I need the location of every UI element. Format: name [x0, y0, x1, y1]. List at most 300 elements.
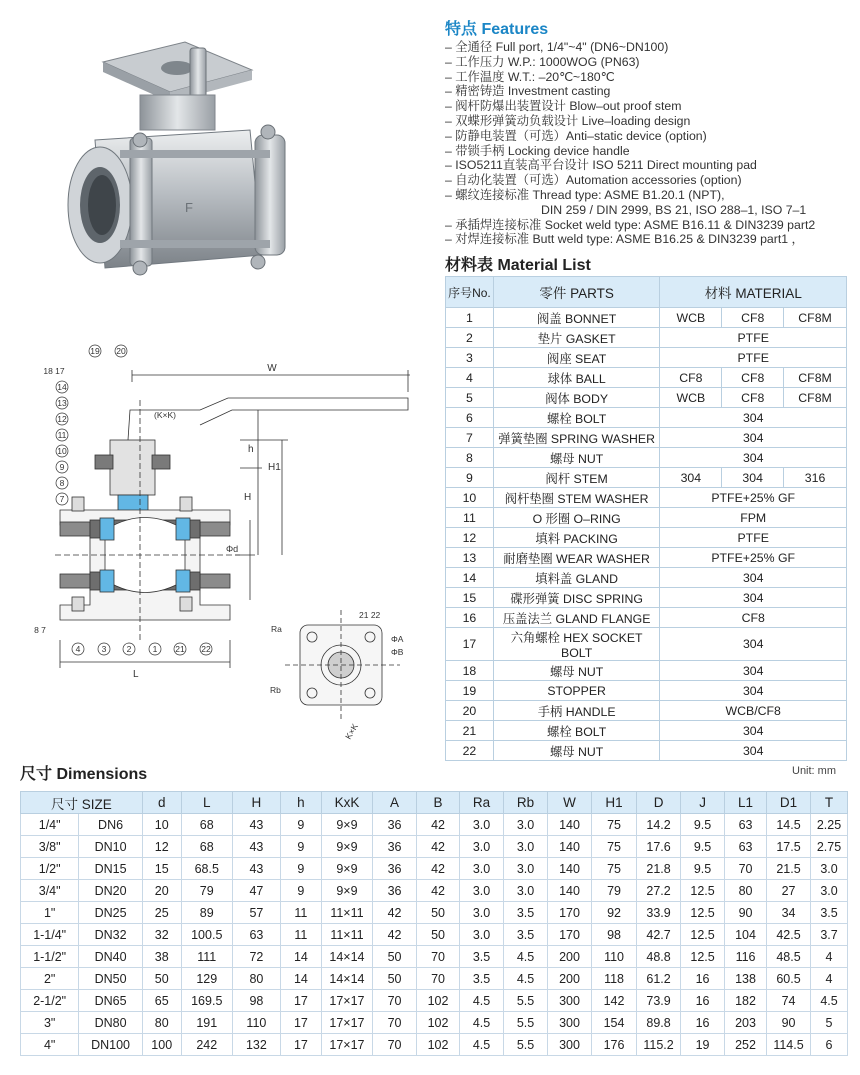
dim-header: B	[417, 792, 460, 814]
material-row	[446, 741, 847, 761]
table-cell: 11	[446, 508, 494, 528]
table-cell: 100.5	[181, 924, 232, 946]
table-cell: 79	[181, 880, 232, 902]
table-cell: 50	[417, 902, 460, 924]
table-cell: 19	[446, 681, 494, 701]
table-cell: 12.5	[681, 902, 725, 924]
material-row	[446, 608, 847, 628]
table-cell: 4.5	[460, 1034, 504, 1056]
table-cell: 65	[142, 990, 181, 1012]
table-cell: 75	[592, 814, 637, 836]
feature-item: – 双蝶形弹簧动负载设计 Live–loading design	[445, 113, 691, 128]
feature-item: – ISO5211直装高平台设计 ISO 5211 Direct mounting pad	[445, 158, 757, 173]
table-cell: DN100	[79, 1034, 142, 1056]
callout-13: 11	[57, 430, 67, 440]
callout-14: 12	[57, 414, 67, 424]
table-cell: 63	[725, 836, 767, 858]
feature-item: – 防静电装置（可选）Anti–static device (option)	[445, 128, 707, 143]
table-cell: 116	[725, 946, 767, 968]
table-cell: 1/4"	[21, 814, 79, 836]
callout-15: 13	[57, 398, 67, 408]
callout-3: 1	[152, 644, 158, 654]
dim-header: d	[142, 792, 181, 814]
table-cell: 3.0	[811, 858, 848, 880]
dim-header: W	[548, 792, 592, 814]
table-cell: DN10	[79, 836, 142, 858]
table-cell: 17×17	[321, 990, 372, 1012]
table-cell: DN20	[79, 880, 142, 902]
table-cell: 102	[417, 1012, 460, 1034]
table-cell: 16	[681, 1012, 725, 1034]
material-row	[446, 721, 847, 741]
feature-item: – 精密铸造 Investment casting	[445, 84, 611, 99]
table-cell: 42	[417, 858, 460, 880]
table-cell: 154	[592, 1012, 637, 1034]
section-drawing	[55, 370, 410, 668]
table-cell: 阀盖 BONNET	[493, 308, 660, 328]
unit-label: Unit: mm	[792, 765, 836, 777]
dim-header: D1	[767, 792, 811, 814]
table-cell: 20	[142, 880, 181, 902]
table-cell: 38	[142, 946, 181, 968]
table-cell: 42	[417, 836, 460, 858]
table-cell: 11	[280, 924, 321, 946]
table-cell: 50	[373, 946, 417, 968]
table-row	[21, 946, 848, 968]
table-cell: 89.8	[637, 1012, 681, 1034]
table-cell: WCB	[660, 388, 722, 408]
table-cell: 170	[548, 924, 592, 946]
table-cell: CF8M	[784, 308, 847, 328]
table-cell: 12	[446, 528, 494, 548]
dimensions-table	[20, 791, 848, 1056]
table-cell: 六角螺栓 HEX SOCKET BOLT	[493, 628, 660, 661]
dim-H1: H1	[268, 462, 281, 473]
table-cell: 9	[280, 836, 321, 858]
table-cell: 72	[232, 946, 280, 968]
header-no: 序号No.	[446, 277, 494, 308]
table-cell: 9	[280, 880, 321, 902]
table-cell: 70	[725, 858, 767, 880]
table-cell: 90	[725, 902, 767, 924]
table-cell: 2"	[21, 968, 79, 990]
dim-header: h	[280, 792, 321, 814]
table-cell: 50	[142, 968, 181, 990]
table-cell: PTFE	[660, 328, 847, 348]
material-list-title: 材料表 Material List	[445, 257, 591, 274]
table-cell: 弹簧垫圈 SPRING WASHER	[493, 428, 660, 448]
table-cell: 304	[660, 468, 722, 488]
material-row	[446, 628, 847, 661]
material-row	[446, 468, 847, 488]
table-cell: 17×17	[321, 1012, 372, 1034]
callout-9: 7	[59, 494, 65, 504]
material-row	[446, 681, 847, 701]
table-cell: 70	[373, 1012, 417, 1034]
table-cell: 3.5	[460, 946, 504, 968]
table-cell: 15	[142, 858, 181, 880]
table-cell: 9.5	[681, 858, 725, 880]
table-cell: 36	[373, 880, 417, 902]
table-cell: 100	[142, 1034, 181, 1056]
table-cell: 140	[548, 858, 592, 880]
table-cell: CF8M	[784, 388, 847, 408]
table-cell: 14.5	[767, 814, 811, 836]
table-cell: 20	[446, 701, 494, 721]
table-cell: 3.0	[504, 814, 548, 836]
table-cell: 42.7	[637, 924, 681, 946]
table-cell: 17.6	[637, 836, 681, 858]
material-row	[446, 568, 847, 588]
table-cell: 73.9	[637, 990, 681, 1012]
valve-photo	[68, 42, 285, 275]
callout-6: 4	[75, 644, 81, 654]
table-cell: 球体 BALL	[493, 368, 660, 388]
table-cell: 9×9	[321, 836, 372, 858]
table-cell: 2.25	[811, 814, 848, 836]
table-cell: 17	[280, 1034, 321, 1056]
dimensions-title: 尺寸 Dimensions	[20, 766, 148, 783]
table-cell: 300	[548, 990, 592, 1012]
header-parts: 零件 PARTS	[493, 277, 660, 308]
table-cell: 16	[446, 608, 494, 628]
table-cell: 13	[446, 548, 494, 568]
table-cell: 3.0	[460, 858, 504, 880]
table-cell: 36	[373, 858, 417, 880]
table-cell: 7	[446, 428, 494, 448]
table-cell: 14×14	[321, 968, 372, 990]
material-row	[446, 661, 847, 681]
table-cell: 压盖法兰 GLAND FLANGE	[493, 608, 660, 628]
table-row	[21, 924, 848, 946]
table-cell: 42	[417, 814, 460, 836]
table-cell: 11	[280, 902, 321, 924]
table-cell: 129	[181, 968, 232, 990]
table-cell: 304	[660, 408, 847, 428]
table-cell: 14	[446, 568, 494, 588]
table-cell: 17×17	[321, 1034, 372, 1056]
table-cell: 3.5	[504, 902, 548, 924]
table-cell: 9×9	[321, 858, 372, 880]
table-row	[21, 990, 848, 1012]
table-cell: 3.0	[504, 858, 548, 880]
dim-H: H	[244, 492, 252, 503]
table-cell: STOPPER	[493, 681, 660, 701]
callout-20: 20	[116, 346, 126, 356]
feature-item: – 承插焊连接标准 Socket weld type: ASME B16.11 & DIN3239 part2	[445, 217, 816, 232]
table-cell: 6	[811, 1034, 848, 1056]
table-cell: 3.5	[460, 968, 504, 990]
table-cell: 140	[548, 836, 592, 858]
feature-item: – 全通径 Full port, 1/4"~4" (DN6~DN100)	[445, 40, 669, 54]
feature-item: – 工作压力 W.P.: 1000WOG (PN63)	[445, 54, 640, 69]
table-cell: 304	[660, 448, 847, 468]
table-cell: 42	[417, 880, 460, 902]
table-cell: 14	[280, 946, 321, 968]
table-cell: FPM	[660, 508, 847, 528]
table-cell: 300	[548, 1034, 592, 1056]
table-cell: 4"	[21, 1034, 79, 1056]
table-cell: 9.5	[681, 814, 725, 836]
table-cell: WCB	[660, 308, 722, 328]
table-cell: 阀体 BODY	[493, 388, 660, 408]
callout-16: 14	[57, 382, 67, 392]
table-cell: 14×14	[321, 946, 372, 968]
table-cell: 3.0	[460, 924, 504, 946]
table-cell: 111	[181, 946, 232, 968]
dim-phiA: ΦA	[391, 634, 404, 644]
table-cell: 75	[592, 836, 637, 858]
table-cell: 304	[660, 721, 847, 741]
table-cell: 1	[446, 308, 494, 328]
material-row	[446, 508, 847, 528]
dim-L: L	[133, 669, 139, 680]
table-cell: CF8	[660, 368, 722, 388]
table-cell: 42	[373, 902, 417, 924]
material-row	[446, 548, 847, 568]
table-cell: 11×11	[321, 902, 372, 924]
dim-W: W	[267, 363, 277, 374]
material-row	[446, 348, 847, 368]
table-cell: 191	[181, 1012, 232, 1034]
table-cell: 17.5	[767, 836, 811, 858]
dim-header: Ra	[460, 792, 504, 814]
table-cell: 9×9	[321, 880, 372, 902]
table-cell: 70	[417, 946, 460, 968]
feature-item: – 螺纹连接标准 Thread type: ASME B1.20.1 (NPT),	[445, 187, 725, 202]
table-cell: 阀杆垫圈 STEM WASHER	[493, 488, 660, 508]
table-cell: 304	[660, 428, 847, 448]
table-cell: 3.7	[811, 924, 848, 946]
table-cell: 3.0	[460, 836, 504, 858]
dim-Ra: Ra	[271, 624, 282, 634]
table-cell: 3/8"	[21, 836, 79, 858]
table-cell: 70	[417, 968, 460, 990]
table-cell: 9	[446, 468, 494, 488]
table-cell: 2	[446, 328, 494, 348]
dim-header: Rb	[504, 792, 548, 814]
material-row	[446, 388, 847, 408]
table-cell: 61.2	[637, 968, 681, 990]
table-cell: 17	[280, 1012, 321, 1034]
table-cell: 3.0	[504, 880, 548, 902]
callout-5: 3	[101, 644, 107, 654]
top-view	[270, 610, 404, 741]
table-cell: 14	[280, 968, 321, 990]
callout-10: 8	[59, 478, 65, 488]
table-cell: 16	[681, 968, 725, 990]
dim-header: KxK	[321, 792, 372, 814]
table-cell: 304	[660, 661, 847, 681]
table-cell: 42	[373, 924, 417, 946]
table-cell: 螺母 NUT	[493, 741, 660, 761]
material-row	[446, 588, 847, 608]
table-cell: 5	[446, 388, 494, 408]
table-cell: 耐磨垫圈 WEAR WASHER	[493, 548, 660, 568]
table-cell: 142	[592, 990, 637, 1012]
table-cell: DN6	[79, 814, 142, 836]
table-cell: 203	[725, 1012, 767, 1034]
table-cell: DN25	[79, 902, 142, 924]
table-cell: PTFE+25% GF	[660, 488, 847, 508]
svg-text:F: F	[185, 200, 193, 215]
table-cell: 阀杆 STEM	[493, 468, 660, 488]
table-cell: 304	[722, 468, 784, 488]
material-row	[446, 428, 847, 448]
table-cell: 48.5	[767, 946, 811, 968]
feature-item: DIN 259 / DIN 2999, BS 21, ISO 288–1, ISO 7–1	[541, 202, 807, 217]
dim-header: H1	[592, 792, 637, 814]
table-cell: PTFE	[660, 348, 847, 368]
table-cell: 21.5	[767, 858, 811, 880]
table-cell: 102	[417, 990, 460, 1012]
table-row	[21, 902, 848, 924]
table-cell: 2-1/2"	[21, 990, 79, 1012]
table-cell: 10	[142, 814, 181, 836]
table-cell: 3.0	[811, 880, 848, 902]
table-cell: DN65	[79, 990, 142, 1012]
features-list	[445, 40, 857, 247]
table-cell: 304	[660, 681, 847, 701]
table-cell: 碟形弹簧 DISC SPRING	[493, 588, 660, 608]
table-cell: 118	[592, 968, 637, 990]
table-cell: 32	[142, 924, 181, 946]
table-cell: 5.5	[504, 1012, 548, 1034]
table-cell: 89	[181, 902, 232, 924]
table-cell: 4	[446, 368, 494, 388]
table-cell: 43	[232, 858, 280, 880]
table-cell: 110	[232, 1012, 280, 1034]
table-cell: 5	[811, 1012, 848, 1034]
table-cell: 12.5	[681, 946, 725, 968]
table-cell: O 形圈 O–RING	[493, 508, 660, 528]
table-cell: 19	[681, 1034, 725, 1056]
table-cell: 16	[681, 990, 725, 1012]
table-cell: DN40	[79, 946, 142, 968]
table-cell: 176	[592, 1034, 637, 1056]
table-cell: 33.9	[637, 902, 681, 924]
table-cell: PTFE+25% GF	[660, 548, 847, 568]
table-cell: 70	[373, 1034, 417, 1056]
table-cell: 304	[660, 741, 847, 761]
dim-header: L	[181, 792, 232, 814]
table-cell: 手柄 HANDLE	[493, 701, 660, 721]
callout-1: 22	[201, 644, 211, 654]
table-cell: 21.8	[637, 858, 681, 880]
table-cell: 104	[725, 924, 767, 946]
table-cell: 10	[446, 488, 494, 508]
table-row	[21, 1012, 848, 1034]
callout-18-17: 18 17	[43, 366, 65, 376]
table-cell: 4.5	[811, 990, 848, 1012]
callout-19: 19	[90, 346, 100, 356]
table-cell: 80	[232, 968, 280, 990]
table-cell: 140	[548, 814, 592, 836]
table-cell: 132	[232, 1034, 280, 1056]
table-cell: 1/2"	[21, 858, 79, 880]
table-cell: 25	[142, 902, 181, 924]
table-cell: 9	[280, 858, 321, 880]
material-row	[446, 528, 847, 548]
table-cell: 110	[592, 946, 637, 968]
table-cell: 47	[232, 880, 280, 902]
table-cell: 63	[725, 814, 767, 836]
table-cell: 14.2	[637, 814, 681, 836]
table-cell: 70	[373, 990, 417, 1012]
table-cell: 42.5	[767, 924, 811, 946]
table-cell: 9×9	[321, 814, 372, 836]
table-cell: 115.2	[637, 1034, 681, 1056]
material-row	[446, 701, 847, 721]
table-cell: 140	[548, 880, 592, 902]
table-cell: 1-1/2"	[21, 946, 79, 968]
table-cell: 12	[142, 836, 181, 858]
table-cell: 9.5	[681, 836, 725, 858]
material-row	[446, 368, 847, 388]
dim-phid: Φd	[226, 544, 239, 554]
table-cell: 36	[373, 836, 417, 858]
table-cell: 92	[592, 902, 637, 924]
table-cell: 4.5	[504, 946, 548, 968]
table-cell: 316	[784, 468, 847, 488]
material-row	[446, 328, 847, 348]
table-cell: 1-1/4"	[21, 924, 79, 946]
table-cell: 填料 PACKING	[493, 528, 660, 548]
callout-12: 10	[57, 446, 67, 456]
dim-Rb: Rb	[270, 685, 281, 695]
table-cell: PTFE	[660, 528, 847, 548]
table-cell: 80	[725, 880, 767, 902]
table-cell: WCB/CF8	[660, 701, 847, 721]
table-cell: 6	[446, 408, 494, 428]
table-cell: 3.0	[460, 902, 504, 924]
dim-header: D	[637, 792, 681, 814]
table-cell: 5.5	[504, 990, 548, 1012]
header-material: 材料 MATERIAL	[660, 277, 847, 308]
dim-header: 尺寸 SIZE	[21, 792, 143, 814]
table-cell: 4.5	[460, 990, 504, 1012]
table-cell: 3/4"	[21, 880, 79, 902]
table-cell: 43	[232, 836, 280, 858]
table-cell: 57	[232, 902, 280, 924]
table-cell: 68	[181, 836, 232, 858]
table-cell: 80	[142, 1012, 181, 1034]
table-cell: 11×11	[321, 924, 372, 946]
table-row	[21, 814, 848, 836]
table-row	[21, 968, 848, 990]
feature-item: – 对焊连接标准 Butt weld type: ASME B16.25 & DIN3239 part1 ，	[445, 232, 804, 247]
table-row	[21, 1034, 848, 1056]
material-row	[446, 448, 847, 468]
callout-2: 21	[175, 644, 185, 654]
table-cell: 21	[446, 721, 494, 741]
table-cell: 138	[725, 968, 767, 990]
table-cell: 12.5	[681, 924, 725, 946]
table-cell: 60.5	[767, 968, 811, 990]
table-cell: 3.0	[460, 814, 504, 836]
table-cell: CF8	[660, 608, 847, 628]
table-cell: 170	[548, 902, 592, 924]
table-cell: 169.5	[181, 990, 232, 1012]
table-cell: 12.5	[681, 880, 725, 902]
table-cell: 90	[767, 1012, 811, 1034]
table-cell: 27.2	[637, 880, 681, 902]
table-cell: 17	[280, 990, 321, 1012]
table-cell: 242	[181, 1034, 232, 1056]
callout-11: 9	[59, 462, 65, 472]
table-cell: CF8	[722, 308, 784, 328]
callout-4: 2	[126, 644, 132, 654]
